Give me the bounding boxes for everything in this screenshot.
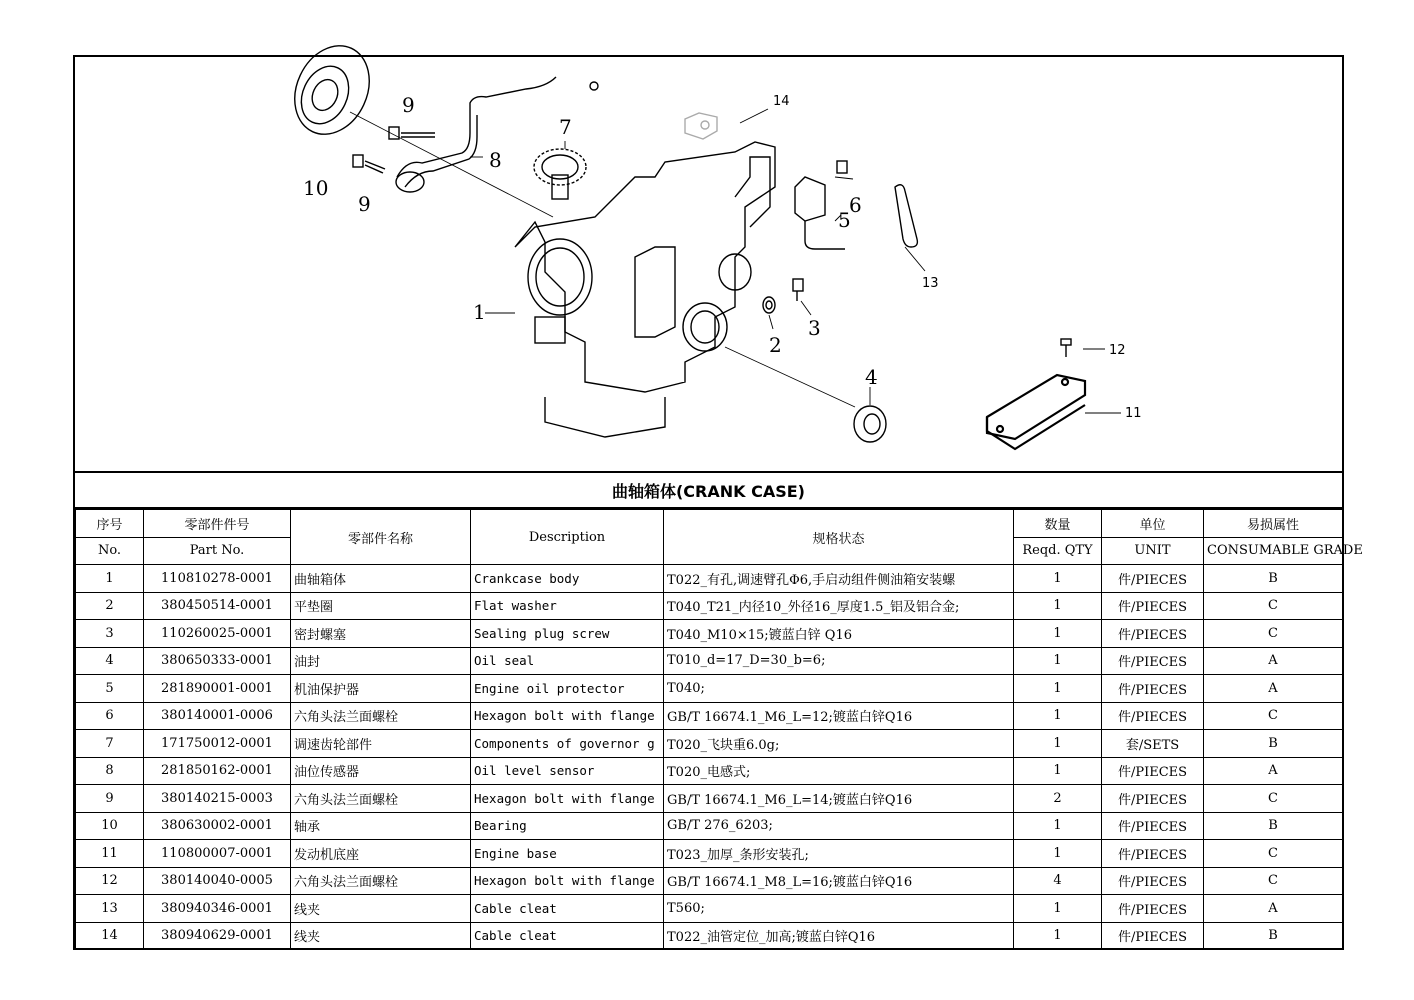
header-unit-cn: 单位	[1102, 510, 1204, 538]
table-row	[76, 675, 1343, 703]
cell-description: Crankcase body	[471, 565, 664, 593]
cell-qty: 1	[1014, 620, 1102, 648]
cell-name-cn: 发动机底座	[291, 840, 471, 868]
cell-description: Hexagon bolt with flange	[471, 702, 664, 730]
cell-part-no: 110800007-0001	[144, 840, 291, 868]
table-row	[76, 592, 1343, 620]
cell-unit: 件/PIECES	[1102, 620, 1204, 648]
cell-name-cn: 六角头法兰面螺栓	[291, 785, 471, 813]
cell-qty: 1	[1014, 592, 1102, 620]
cell-spec: T040_T21_内径10_外径16_厚度1.5_铝及铝合金;	[664, 592, 1014, 620]
cell-qty: 2	[1014, 785, 1102, 813]
cell-unit: 件/PIECES	[1102, 840, 1204, 868]
cell-part-no: 380940629-0001	[144, 922, 291, 950]
table-row	[76, 757, 1343, 785]
cell-qty: 1	[1014, 840, 1102, 868]
crankcase-drawing	[515, 142, 775, 437]
callout-8: 8	[489, 148, 502, 172]
cell-grade: B	[1204, 565, 1343, 593]
callout-10: 10	[303, 176, 329, 200]
cell-grade: B	[1204, 922, 1343, 950]
callout-9a: 9	[402, 93, 415, 117]
header-unit-en: UNIT	[1102, 537, 1204, 565]
cell-spec: T560;	[664, 895, 1014, 923]
cell-unit: 件/PIECES	[1102, 647, 1204, 675]
governor-gear-drawing	[534, 149, 586, 199]
document-frame	[73, 55, 1363, 950]
table-row	[76, 812, 1343, 840]
table-row	[76, 730, 1343, 758]
cell-no: 9	[76, 785, 144, 813]
cell-description: Cable cleat	[471, 895, 664, 923]
cell-part-no: 380650333-0001	[144, 647, 291, 675]
cell-grade: B	[1204, 812, 1343, 840]
cell-unit: 件/PIECES	[1102, 785, 1204, 813]
cell-grade: C	[1204, 702, 1343, 730]
cell-grade: A	[1204, 895, 1343, 923]
callout-12: 12	[1109, 343, 1126, 358]
exploded-parts-diagram	[75, 57, 1342, 471]
cell-no: 4	[76, 647, 144, 675]
callout-3: 3	[808, 316, 821, 340]
callout-7: 7	[559, 115, 572, 139]
cell-spec: GB/T 16674.1_M6_L=12;镀蓝白锌Q16	[664, 702, 1014, 730]
cell-no: 6	[76, 702, 144, 730]
cell-unit: 件/PIECES	[1102, 702, 1204, 730]
washer-plug-drawing	[763, 279, 803, 313]
header-grade-cn: 易损属性	[1204, 510, 1343, 538]
cell-grade: B	[1204, 730, 1343, 758]
cell-unit: 件/PIECES	[1102, 757, 1204, 785]
cell-spec: T040_M10×15;镀蓝白锌 Q16	[664, 620, 1014, 648]
cell-no: 3	[76, 620, 144, 648]
cell-grade: C	[1204, 840, 1343, 868]
table-row	[76, 647, 1343, 675]
cell-part-no: 380940346-0001	[144, 895, 291, 923]
header-qty-cn: 数量	[1014, 510, 1102, 538]
cell-part-no: 380140001-0006	[144, 702, 291, 730]
cell-no: 14	[76, 922, 144, 950]
cell-description: Bearing	[471, 812, 664, 840]
cable-cleat-13-drawing	[895, 185, 917, 247]
cell-description: Hexagon bolt with flange	[471, 785, 664, 813]
header-grade-en: CONSUMABLE GRADE	[1204, 537, 1343, 565]
cell-grade: C	[1204, 592, 1343, 620]
oil-protector-drawing	[795, 161, 847, 249]
cell-part-no: 110810278-0001	[144, 565, 291, 593]
cell-no: 10	[76, 812, 144, 840]
header-name-cn: 零部件名称	[291, 510, 471, 565]
cell-description: Engine oil protector	[471, 675, 664, 703]
header-seq-cn: 序号	[76, 510, 144, 538]
cell-part-no: 281890001-0001	[144, 675, 291, 703]
callout-11: 11	[1125, 406, 1142, 421]
cell-part-no: 380140215-0003	[144, 785, 291, 813]
cell-grade: C	[1204, 867, 1343, 895]
cell-grade: A	[1204, 647, 1343, 675]
cell-no: 1	[76, 565, 144, 593]
cell-description: Oil level sensor	[471, 757, 664, 785]
cell-qty: 1	[1014, 647, 1102, 675]
cell-spec: T020_电感式;	[664, 757, 1014, 785]
callout-5: 5	[838, 208, 851, 232]
callout-13: 13	[922, 276, 939, 291]
cell-grade: A	[1204, 757, 1343, 785]
table-row	[76, 895, 1343, 923]
cell-description: Sealing plug screw	[471, 620, 664, 648]
cell-description: Oil seal	[471, 647, 664, 675]
cell-part-no: 380450514-0001	[144, 592, 291, 620]
cell-spec: GB/T 16674.1_M6_L=14;镀蓝白锌Q16	[664, 785, 1014, 813]
callout-2: 2	[769, 333, 782, 357]
leader-lines	[470, 109, 1121, 413]
callout-9b: 9	[358, 192, 371, 216]
parts-table	[75, 509, 1363, 950]
cell-qty: 1	[1014, 757, 1102, 785]
cell-qty: 1	[1014, 922, 1102, 950]
callout-1: 1	[473, 300, 486, 324]
cell-grade: C	[1204, 620, 1343, 648]
cell-name-cn: 线夹	[291, 922, 471, 950]
cell-spec: GB/T 16674.1_M8_L=16;镀蓝白锌Q16	[664, 867, 1014, 895]
cell-spec: T040;	[664, 675, 1014, 703]
header-row-cn	[76, 510, 1343, 538]
cell-no: 8	[76, 757, 144, 785]
cell-qty: 1	[1014, 730, 1102, 758]
cell-spec: T022_有孔,调速臂孔Φ6,手启动组件侧油箱安装螺	[664, 565, 1014, 593]
cell-no: 12	[76, 867, 144, 895]
oil-seal-drawing	[725, 347, 886, 442]
cell-name-cn: 曲轴箱体	[291, 565, 471, 593]
cell-no: 5	[76, 675, 144, 703]
table-row	[76, 565, 1343, 593]
cell-description: Flat washer	[471, 592, 664, 620]
cell-description: Components of governor g	[471, 730, 664, 758]
cable-cleat-14-drawing	[685, 113, 717, 139]
cell-unit: 件/PIECES	[1102, 867, 1204, 895]
cell-unit: 件/PIECES	[1102, 812, 1204, 840]
callout-4: 4	[865, 365, 878, 389]
cell-unit: 套/SETS	[1102, 730, 1204, 758]
header-part-cn: 零部件件号	[144, 510, 291, 538]
cell-no: 2	[76, 592, 144, 620]
cell-unit: 件/PIECES	[1102, 922, 1204, 950]
cell-qty: 1	[1014, 895, 1102, 923]
cell-name-cn: 油位传感器	[291, 757, 471, 785]
table-title: 曲轴箱体(CRANK CASE)	[75, 471, 1342, 509]
cell-qty: 1	[1014, 812, 1102, 840]
table-row	[76, 785, 1343, 813]
table-row	[76, 867, 1343, 895]
cell-name-cn: 六角头法兰面螺栓	[291, 867, 471, 895]
cell-no: 13	[76, 895, 144, 923]
cell-name-cn: 油封	[291, 647, 471, 675]
cell-description: Cable cleat	[471, 922, 664, 950]
cell-qty: 1	[1014, 675, 1102, 703]
cell-unit: 件/PIECES	[1102, 895, 1204, 923]
table-row	[76, 922, 1343, 950]
cell-name-cn: 调速齿轮部件	[291, 730, 471, 758]
cell-unit: 件/PIECES	[1102, 675, 1204, 703]
cell-spec: T022_油管定位_加高;镀蓝白锌Q16	[664, 922, 1014, 950]
header-seq-en: No.	[76, 537, 144, 565]
cell-part-no: 171750012-0001	[144, 730, 291, 758]
header-description: Description	[471, 510, 664, 565]
engine-base-drawing	[987, 375, 1085, 449]
cell-name-cn: 机油保护器	[291, 675, 471, 703]
cell-no: 7	[76, 730, 144, 758]
cell-name-cn: 六角头法兰面螺栓	[291, 702, 471, 730]
cell-unit: 件/PIECES	[1102, 565, 1204, 593]
header-qty-en: Reqd. QTY	[1014, 537, 1102, 565]
bolt-12-drawing	[1061, 339, 1071, 357]
cell-spec: T010_d=17_D=30_b=6;	[664, 647, 1014, 675]
cell-description: Engine base	[471, 840, 664, 868]
cell-part-no: 110260025-0001	[144, 620, 291, 648]
callout-14: 14	[773, 94, 790, 109]
cell-unit: 件/PIECES	[1102, 592, 1204, 620]
cell-qty: 1	[1014, 702, 1102, 730]
cell-name-cn: 轴承	[291, 812, 471, 840]
cell-spec: T020_飞块重6.0g;	[664, 730, 1014, 758]
callout-6: 6	[849, 193, 862, 217]
cell-name-cn: 平垫圈	[291, 592, 471, 620]
cell-part-no: 380140040-0005	[144, 867, 291, 895]
cell-description: Hexagon bolt with flange	[471, 867, 664, 895]
header-spec: 规格状态	[664, 510, 1014, 565]
cell-part-no: 281850162-0001	[144, 757, 291, 785]
cell-qty: 1	[1014, 565, 1102, 593]
cell-name-cn: 密封螺塞	[291, 620, 471, 648]
table-row	[76, 620, 1343, 648]
cell-spec: GB/T 276_6203;	[664, 812, 1014, 840]
cell-name-cn: 线夹	[291, 895, 471, 923]
cell-grade: C	[1204, 785, 1343, 813]
cell-part-no: 380630002-0001	[144, 812, 291, 840]
cell-qty: 4	[1014, 867, 1102, 895]
cell-grade: A	[1204, 675, 1343, 703]
cell-no: 11	[76, 840, 144, 868]
table-row	[76, 840, 1343, 868]
cell-spec: T023_加厚_条形安装孔;	[664, 840, 1014, 868]
table-row	[76, 702, 1343, 730]
header-part-en: Part No.	[144, 537, 291, 565]
